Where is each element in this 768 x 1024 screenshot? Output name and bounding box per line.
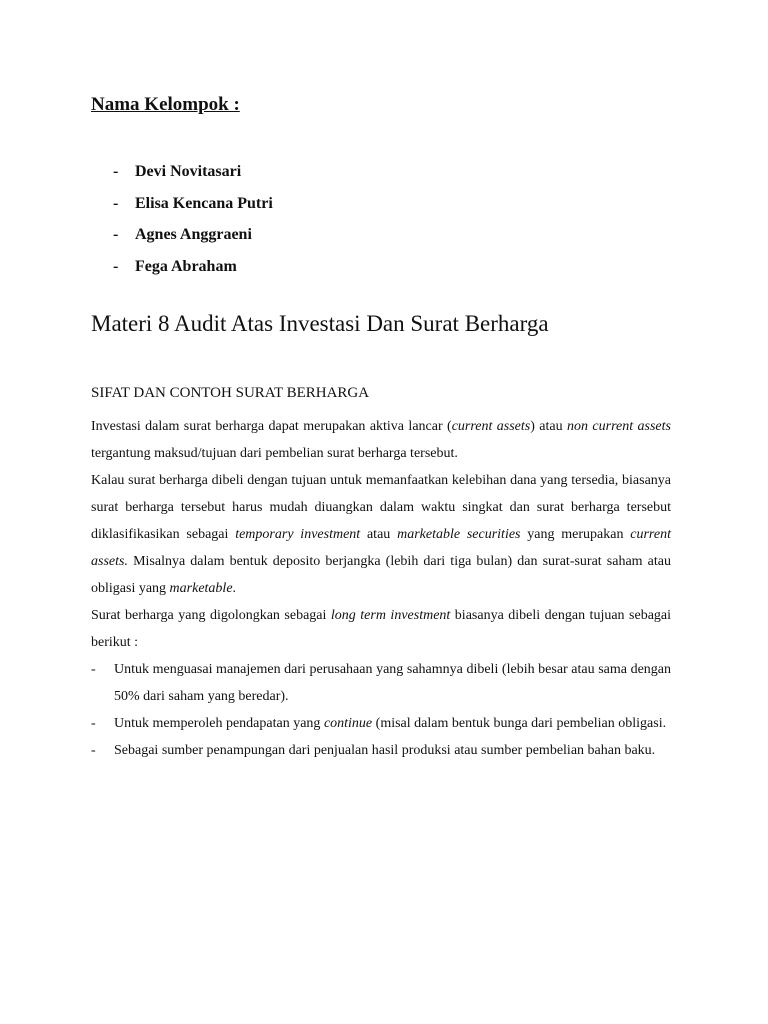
member-name: Devi Novitasari: [135, 163, 242, 180]
text-run: biasanya dibeli dengan tujuan sebagai berikut :: [91, 608, 672, 650]
list-dash: -: [113, 194, 119, 212]
italic-term: current assets: [451, 419, 531, 434]
document-title: Materi 8 Audit Atas Investasi Dan Surat Berharga: [91, 311, 549, 336]
text-run: Untuk menguasai manajemen dari perusahaan yang sahamnya dibeli (lebih besar atau sama dengan 50% dari saham yang beredar).: [114, 662, 671, 704]
list-dash: -: [113, 163, 119, 180]
member-name: Agnes Anggraeni: [135, 226, 252, 243]
member-name: Elisa Kencana Putri: [135, 194, 273, 212]
italic-term: marketable securities: [397, 527, 521, 542]
italic-term: current assets.: [91, 527, 671, 569]
purpose-item: [91, 656, 671, 710]
purpose-item: [91, 710, 671, 737]
paragraph-intro: [91, 413, 671, 467]
paragraph-long-term: [91, 602, 671, 656]
member-name: Fega Abraham: [135, 257, 237, 275]
member-item: [113, 253, 273, 285]
text-run: (misal dalam bentuk bunga dari pembelian obligasi.: [372, 716, 667, 731]
list-dash: -: [113, 257, 119, 275]
text-run: atau: [360, 527, 398, 542]
italic-term: non current assets: [567, 419, 671, 434]
list-dash: -: [113, 226, 119, 243]
member-item: [113, 190, 273, 222]
text-run: Surat berharga yang digolongkan sebagai: [91, 608, 331, 623]
text-run: ) atau: [530, 419, 568, 434]
member-list: [113, 158, 273, 284]
italic-term: continue: [323, 716, 373, 731]
member-item: [113, 158, 273, 190]
paragraph-temporary: [91, 467, 671, 602]
purpose-list: [91, 656, 671, 764]
bullet-dash: -: [91, 743, 96, 758]
text-run: Kalau surat berharga dibeli dengan tujuan untuk memanfaatkan kelebihan dana yang tersedia, biasanya surat berharga tersebut harus mudah diuangkan dalam waktu singkat dan surat berharga tersebut diklasifikasikan sebagai: [91, 473, 671, 542]
text-run: Misalnya dalam bentuk deposito berjangka (lebih dari tiga bulan) dan surat-surat saham atau obligasi yang: [91, 554, 671, 596]
italic-term: temporary investment: [235, 527, 361, 542]
italic-term: long term investment: [330, 608, 451, 623]
bullet-dash: -: [91, 716, 96, 731]
group-title: Nama Kelompok :: [91, 94, 240, 115]
italic-term: marketable: [169, 581, 233, 596]
text-run: Sebagai sumber penampungan dari penjualan hasil produksi atau sumber pembelian bahan baku.: [114, 743, 656, 758]
text-run: Investasi dalam surat berharga dapat merupakan aktiva lancar (: [91, 419, 452, 434]
purpose-item: [91, 737, 671, 764]
document-body: [91, 413, 671, 764]
text-run: .: [232, 581, 237, 596]
text-run: tergantung maksud/tujuan dari pembelian surat berharga tersebut.: [91, 446, 458, 461]
text-run: Untuk memperoleh pendapatan yang: [114, 716, 324, 731]
text-run: yang merupakan: [520, 527, 631, 542]
section-heading: SIFAT DAN CONTOH SURAT BERHARGA: [91, 385, 370, 401]
bullet-dash: -: [91, 662, 96, 677]
member-item: [113, 221, 273, 253]
